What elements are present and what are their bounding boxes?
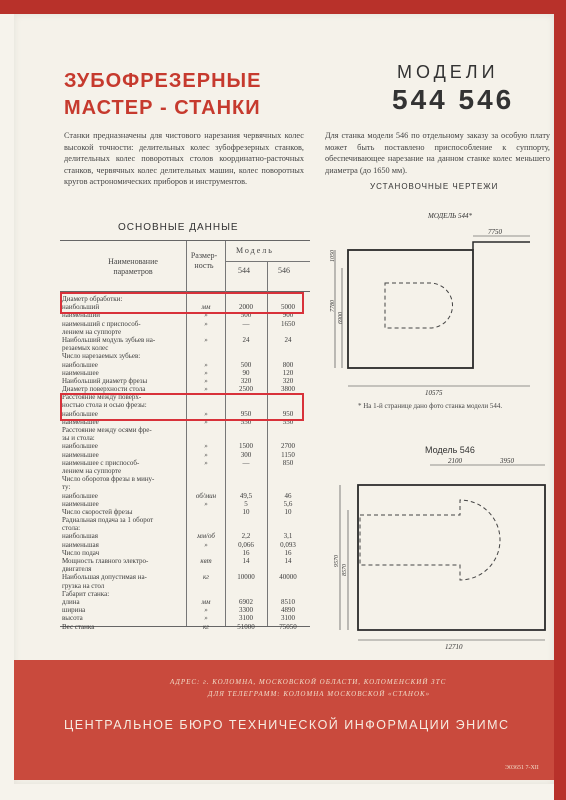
value-546-cell: 3800	[281, 385, 295, 394]
param-cell: Расстояние между поверх-	[62, 393, 142, 402]
header-546: 546	[278, 266, 290, 275]
param-cell: Число оборотов фрезы в мину-	[62, 475, 155, 484]
value-546-cell: 3,1	[283, 532, 293, 541]
param-cell: резаемых колес	[62, 344, 109, 353]
unit-cell: »	[204, 335, 208, 344]
value-544-cell: 6902	[239, 597, 253, 606]
red-frame-right	[554, 0, 566, 800]
table-row	[60, 336, 310, 344]
value-544-cell: 320	[240, 376, 252, 385]
param-cell: Расстояние между осями фре-	[62, 426, 152, 434]
table-outline-546	[360, 500, 500, 580]
param-cell: наименьшее	[62, 417, 99, 426]
table-row	[60, 524, 310, 532]
param-cell: ширина	[62, 606, 86, 615]
address-line-1: АДРЕС: г. КОЛОМНА, МОСКОВСКОЙ ОБЛАСТИ, КОЛОМЕНСКИЙ ЗТС	[170, 678, 447, 686]
table-row	[60, 361, 310, 369]
param-cell: наибольшее	[62, 442, 98, 451]
table-row	[60, 352, 310, 360]
param-cell: высота	[62, 614, 83, 623]
param-cell: Диаметр обработки:	[62, 295, 123, 303]
table-row	[60, 508, 310, 516]
base-outline-546	[358, 485, 545, 630]
value-544-cell: 14	[242, 557, 250, 565]
param-cell: Наибольшая допустимая на-	[62, 573, 147, 582]
table-row	[60, 516, 310, 524]
unit-cell: кг	[202, 573, 209, 582]
unit-cell: »	[204, 458, 208, 467]
param-cell: наименьшее	[62, 368, 99, 377]
param-cell: зы и стола:	[62, 434, 95, 443]
value-544-cell: —	[242, 319, 250, 328]
title-line-1: ЗУБОФРЕЗЕРНЫЕ	[64, 70, 262, 92]
value-546-cell: 0,093	[280, 540, 296, 549]
value-546-cell: 2700	[281, 442, 295, 451]
value-546-cell: 1150	[281, 450, 295, 459]
value-544-cell: 0,066	[238, 540, 254, 549]
param-cell: наибольшее	[62, 360, 98, 369]
header-unit: Размер-ность	[190, 251, 218, 270]
value-546-cell: 120	[282, 368, 294, 377]
highlight-box-distance	[60, 393, 304, 421]
table-row	[60, 549, 310, 557]
value-544-cell: 90	[242, 368, 250, 377]
value-546-cell: 850	[282, 458, 294, 467]
unit-cell: »	[204, 368, 208, 377]
unit-cell: »	[204, 540, 208, 549]
table-row	[60, 565, 310, 573]
table-row	[60, 500, 310, 508]
header-model: Модель	[236, 246, 274, 255]
param-cell: Число нарезаемых зубьев:	[62, 352, 141, 361]
param-cell: наименьшее	[62, 499, 99, 508]
param-cell: наибольшее	[62, 409, 98, 418]
models-word: МОДЕЛИ	[397, 62, 499, 82]
intro-text-right: Для станка модели 546 по отдельному заказу за особую плату может быть поставлено приспособление к суппорту, обеспечивающее нарезание на данном станке колес меньшего диаметра (до 1650 мм).	[325, 131, 550, 175]
value-546-cell: 75050	[279, 622, 297, 631]
unit-cell: »	[204, 376, 208, 385]
table-row	[60, 426, 310, 434]
dim-546-5: 12710	[445, 643, 463, 650]
value-544-cell: 2,2	[241, 532, 251, 541]
dim-544-5: 1050	[330, 250, 336, 262]
value-546-cell: 3100	[281, 614, 295, 623]
table-outline-544	[385, 283, 453, 328]
unit-cell: квт	[200, 557, 212, 565]
value-544-cell: 3300	[239, 606, 253, 615]
table-row	[60, 434, 310, 442]
value-546-cell: 5,6	[283, 499, 293, 508]
header-param: Наименование параметров	[108, 257, 158, 276]
table-row	[60, 377, 310, 385]
red-frame-top	[0, 0, 566, 14]
value-544-cell: 10	[242, 507, 250, 516]
unit-cell: мм/об	[197, 532, 215, 541]
unit-cell: »	[204, 606, 208, 615]
unit-cell: мм	[201, 303, 211, 312]
table-header	[60, 241, 310, 292]
param-cell: Наибольший диаметр фрезы	[62, 376, 148, 385]
unit-cell: »	[204, 417, 208, 426]
table-row	[60, 590, 310, 598]
param-cell: наибольший	[62, 303, 100, 312]
table-row	[60, 483, 310, 491]
table-row	[60, 467, 310, 475]
table-row	[60, 459, 310, 467]
table-row	[60, 492, 310, 500]
header-subdivider	[226, 261, 310, 262]
drawing-544	[330, 228, 560, 398]
dim-544-2: 10575	[425, 389, 443, 397]
value-546-cell: 1650	[281, 319, 295, 328]
models-numbers: 544 546	[392, 84, 515, 115]
unit-cell: »	[204, 409, 208, 418]
value-544-cell: 24	[242, 335, 250, 344]
param-cell: ностью стола и осью фрезы:	[62, 401, 147, 410]
param-cell: лением на суппорте	[62, 466, 122, 475]
table-row	[60, 532, 310, 540]
value-546-cell: 8510	[281, 597, 295, 606]
value-544-cell: 16	[242, 548, 250, 557]
value-544-cell: 300	[240, 450, 252, 459]
param-cell: длина	[62, 597, 80, 606]
table-row	[60, 451, 310, 459]
param-cell: Наибольший модуль зубьев на-	[62, 335, 156, 344]
model544-label: МОДЕЛЬ 544*	[428, 212, 473, 220]
unit-cell: об/мин	[195, 491, 217, 500]
value-544-cell: 950	[240, 409, 252, 418]
address-line-2: ДЛЯ ТЕЛЕГРАММ: КОЛОМНА МОСКОВСКОЙ «СТАНОК»	[208, 690, 431, 698]
param-cell: лением на суппорте	[62, 327, 122, 336]
param-cell: Габарит станка:	[62, 589, 110, 598]
value-544-cell: 500	[240, 360, 252, 369]
unit-cell: »	[204, 499, 208, 508]
unit-cell: »	[204, 450, 208, 459]
unit-cell: »	[204, 319, 208, 328]
param-cell: Мощность главного электро-	[62, 557, 149, 565]
value-544-cell: 51000	[237, 622, 255, 631]
param-cell: ту:	[62, 483, 71, 492]
table-row	[60, 606, 310, 614]
value-544-cell: 2500	[239, 385, 253, 394]
table-rows	[60, 295, 310, 631]
header-544: 544	[238, 266, 250, 275]
print-code: Э03651 7-XII	[505, 765, 539, 771]
value-546-cell: 40000	[279, 573, 297, 582]
dim-546-3: 9570	[334, 555, 340, 567]
value-546-cell: 320	[282, 376, 294, 385]
table-row	[60, 573, 310, 581]
dim-546-4: 8570	[342, 564, 348, 576]
value-544-cell: 550	[240, 417, 252, 426]
param-cell: наименьший с приспособ-	[62, 319, 141, 328]
param-cell: стола:	[62, 524, 81, 533]
value-544-cell: 49,5	[239, 491, 253, 500]
table-row	[60, 442, 310, 450]
unit-cell: »	[204, 614, 208, 623]
intro-text-left: Станки предназначены для чистового нарезания червячных колес высокой точности: делительных колес зубофрезерных станков, делительных колес поворотных столов координатно-расточных станков, червячных колес делительных машин, колес поворотных кругов астрономических приборов и инструментов.	[64, 131, 304, 186]
table-row	[60, 582, 310, 590]
param-cell: двигателя	[62, 565, 92, 574]
table-row	[60, 598, 310, 606]
param-cell: наименьшая	[62, 540, 99, 549]
unit-cell: мм	[201, 597, 211, 606]
unit-cell: »	[204, 360, 208, 369]
param-cell: Вес станка	[62, 622, 95, 631]
unit-cell: »	[204, 385, 208, 394]
drawing-546	[330, 455, 555, 650]
value-546-cell: 900	[282, 311, 294, 320]
param-cell: Радиальная подача за 1 оборот	[62, 516, 154, 525]
value-546-cell: 950	[282, 409, 294, 418]
base-outline-544	[348, 250, 473, 368]
dim-544-1: 7750	[488, 228, 502, 236]
param-cell: Число подач	[62, 548, 100, 557]
param-cell: грузка на стол	[62, 581, 105, 590]
dim-546-1: 2100	[448, 457, 462, 465]
table-row	[60, 328, 310, 336]
value-546-cell: 46	[284, 491, 292, 500]
unit-cell: »	[204, 311, 208, 320]
table-row	[60, 320, 310, 328]
model546-label: Модель 546	[425, 445, 475, 455]
unit-cell: »	[204, 442, 208, 451]
value-546-cell: 14	[284, 557, 292, 565]
bureau-name: ЦЕНТРАЛЬНОЕ БЮРО ТЕХНИЧЕСКОЙ ИНФОРМАЦИИ ЭНИМС	[64, 718, 510, 732]
value-546-cell: 16	[284, 548, 292, 557]
param-cell: наибольшая	[62, 532, 98, 541]
install-drawings-title: УСТАНОВОЧНЫЕ ЧЕРТЕЖИ	[370, 182, 499, 191]
param-cell: Число скоростей фрезы	[62, 507, 133, 516]
table-row	[60, 475, 310, 483]
table-row	[60, 557, 310, 565]
footnote: * На 1-й странице дано фото станка модели 544.	[358, 402, 503, 410]
param-cell: наибольшее	[62, 491, 98, 500]
table-row	[60, 623, 310, 631]
unit-cell: кг	[202, 622, 209, 631]
value-546-cell: 10	[284, 507, 292, 516]
dim-544-4: 6900	[338, 312, 344, 324]
value-544-cell: 2000	[239, 303, 253, 312]
value-546-cell: 4890	[281, 606, 295, 615]
value-546-cell: 5000	[281, 303, 295, 312]
basic-data-title: ОСНОВНЫЕ ДАННЫЕ	[118, 222, 239, 233]
value-544-cell: 5	[244, 499, 248, 508]
value-544-cell: 500	[240, 311, 252, 320]
param-cell: наименьшее	[62, 450, 99, 459]
table-row	[60, 344, 310, 352]
param-cell: Диаметр поверхности стола	[62, 385, 146, 394]
value-546-cell: 24	[284, 335, 292, 344]
value-544-cell: 10000	[237, 573, 255, 582]
title-line-2: МАСТЕР - СТАНКИ	[64, 97, 261, 119]
top-step-544	[473, 242, 530, 250]
value-544-cell: 3100	[239, 614, 253, 623]
table-row	[60, 369, 310, 377]
dim-544-3: 7780	[330, 300, 336, 312]
highlight-box-diameter	[60, 292, 304, 314]
value-544-cell: —	[242, 458, 250, 467]
table-row	[60, 541, 310, 549]
param-cell: наименьшее с приспособ-	[62, 458, 140, 467]
value-546-cell: 550	[282, 417, 294, 426]
value-544-cell: 1500	[239, 442, 253, 451]
value-546-cell: 800	[282, 360, 294, 369]
param-cell: наименьший	[62, 311, 100, 320]
dim-546-2: 3950	[500, 457, 514, 465]
table-row	[60, 614, 310, 622]
